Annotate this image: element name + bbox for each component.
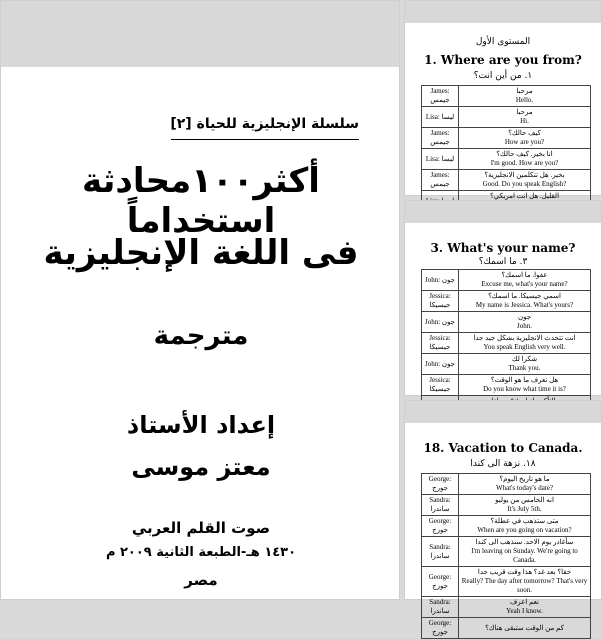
english-line: When are you going on vacation? bbox=[477, 526, 572, 534]
line-cell bbox=[459, 354, 591, 375]
speaker-cell: George: جورج bbox=[422, 474, 459, 495]
conversation-row bbox=[422, 107, 591, 128]
english-line: My name is Jessica. What's yours? bbox=[475, 301, 574, 309]
speaker-cell: Sandra: ساندرا bbox=[422, 537, 459, 567]
conversation-row bbox=[422, 149, 591, 170]
header-band bbox=[1, 1, 399, 67]
conversation-row bbox=[422, 375, 591, 396]
thumb-header-band bbox=[405, 401, 601, 423]
conversation-row bbox=[422, 170, 591, 191]
english-line: John. bbox=[517, 322, 532, 330]
english-line: I'm leaving on Sunday. We're going to Canada. bbox=[471, 547, 578, 564]
publisher-name: صوت القلم العربي bbox=[131, 519, 271, 537]
arabic-line: انت تتحدث الانجليزية بشكل جيد جدا bbox=[473, 334, 576, 342]
title-line-2: فى اللغة الإنجليزية bbox=[43, 233, 359, 273]
conversation-row bbox=[422, 291, 591, 312]
english-line: How are you? bbox=[504, 138, 545, 146]
speaker-cell: George: جورج bbox=[422, 516, 459, 537]
country: مصر bbox=[184, 571, 218, 589]
speaker-cell: James: جيمس bbox=[422, 170, 459, 191]
conversation-row bbox=[422, 354, 591, 375]
arabic-line: انا بخير. كيف حالك؟ bbox=[496, 150, 553, 158]
line-cell bbox=[459, 86, 591, 107]
line-cell bbox=[459, 375, 591, 396]
conversation-row bbox=[422, 495, 591, 516]
conversation-subtitle: ٣. ما اسمك؟ bbox=[478, 257, 528, 267]
english-line: What's today's date? bbox=[496, 484, 553, 492]
arabic-line: مرحبا bbox=[516, 108, 533, 116]
line-cell bbox=[459, 291, 591, 312]
title-line-3: مترجمة bbox=[153, 321, 249, 351]
line-cell bbox=[459, 312, 591, 333]
line-cell bbox=[459, 149, 591, 170]
author-label: إعداد الأستاذ bbox=[126, 411, 276, 439]
speaker-cell: Lisa: ليسا bbox=[422, 107, 459, 128]
conversation-row bbox=[422, 516, 591, 537]
line-cell bbox=[459, 474, 591, 495]
arabic-line: نعم اعرف bbox=[510, 598, 539, 606]
speaker-cell: John: جون bbox=[422, 354, 459, 375]
conversation-title: 1. Where are you from? bbox=[424, 53, 582, 67]
line-cell bbox=[459, 495, 591, 516]
conversation-row bbox=[422, 333, 591, 354]
english-line: I'm good. How are you? bbox=[490, 159, 559, 167]
speaker-cell: George: جورج bbox=[422, 618, 459, 639]
speaker-cell: Sandra: ساندرا bbox=[422, 495, 459, 516]
speaker-cell: Sandra: ساندرا bbox=[422, 597, 459, 618]
line-cell bbox=[459, 567, 591, 597]
line-cell bbox=[459, 128, 591, 149]
line-cell bbox=[459, 333, 591, 354]
speaker-cell: Jessica: جيسيكا bbox=[422, 333, 459, 354]
speaker-cell: James: جيمس bbox=[422, 128, 459, 149]
thumbnail-page-3[interactable] bbox=[404, 400, 602, 636]
arabic-line: جون bbox=[517, 313, 532, 321]
english-line: Good. Do you speak English? bbox=[482, 180, 567, 188]
conversation-row bbox=[422, 567, 591, 597]
speaker-cell: Jessica: جيسيكا bbox=[422, 291, 459, 312]
author-name: معتز موسى bbox=[131, 453, 271, 481]
conversation-title: 18. Vacation to Canada. bbox=[423, 441, 583, 455]
series-title: سلسلة الإنجليزية للحياة [٢] bbox=[170, 116, 359, 132]
speaker-cell: James: جيمس bbox=[422, 86, 459, 107]
thumbnail-page-2[interactable] bbox=[404, 200, 602, 396]
series-underline bbox=[171, 139, 359, 140]
conversation-row bbox=[422, 537, 591, 567]
conversation-title: 3. What's your name? bbox=[430, 241, 576, 255]
english-line: Excuse me, what's your name? bbox=[481, 280, 568, 288]
speaker-cell: John: جون bbox=[422, 270, 459, 291]
edition-info: ١٤٣٠ هـ-الطبعة الثانية ٢٠٠٩ م bbox=[105, 545, 297, 560]
english-line: Do you know what time it is? bbox=[483, 385, 566, 393]
conversation-table bbox=[421, 269, 591, 417]
english-line: Yeah I know. bbox=[506, 607, 543, 615]
conversation-row bbox=[422, 270, 591, 291]
english-line: You speak English very well. bbox=[483, 343, 566, 351]
arabic-line: ما هو تاريخ اليوم؟ bbox=[499, 475, 550, 483]
conversation-row bbox=[422, 128, 591, 149]
arabic-line: حقا؟ بعد غد؟ هذا وقت قريب جدا bbox=[477, 568, 572, 576]
conversation-row bbox=[422, 618, 591, 639]
english-line: Hello. bbox=[515, 96, 534, 104]
line-cell bbox=[459, 537, 591, 567]
english-line: Hi. bbox=[520, 117, 529, 125]
english-line: It's July 5th. bbox=[507, 505, 542, 513]
line-cell bbox=[459, 107, 591, 128]
arabic-line: كم من الوقت ستبقى هناك؟ bbox=[485, 623, 564, 632]
speaker-cell: George: جورج bbox=[422, 567, 459, 597]
arabic-line: مرحبا bbox=[516, 87, 533, 95]
conversation-subtitle: ١٨. نزهة الى كندا bbox=[470, 459, 536, 469]
conversation-row bbox=[422, 312, 591, 333]
english-line: Thank you. bbox=[508, 364, 541, 372]
arabic-line: سأغادر يوم الاحد. سنذهب الى كندا bbox=[475, 538, 574, 546]
arabic-line: هل تعرف ما هو الوقت؟ bbox=[490, 376, 559, 384]
conversation-row bbox=[422, 86, 591, 107]
arabic-line: اسمي جيسيكا. ما اسمك؟ bbox=[488, 292, 561, 300]
arabic-line: عفوا. ما اسمك؟ bbox=[501, 271, 548, 279]
conversation-row bbox=[422, 474, 591, 495]
english-line: Really? The day after tomorrow? That's very soon. bbox=[461, 577, 588, 594]
arabic-line: القليل. هل انت امريكي؟ bbox=[489, 192, 560, 200]
arabic-line: بخير. هل تتكلمين الانجليزية؟ bbox=[484, 171, 565, 179]
speaker-cell: John: جون bbox=[422, 312, 459, 333]
level-label: المستوى الأول bbox=[475, 37, 531, 47]
thumbnail-page-1[interactable] bbox=[404, 0, 602, 200]
line-cell bbox=[459, 618, 591, 639]
conversation-table bbox=[421, 85, 591, 212]
line-cell bbox=[459, 516, 591, 537]
speaker-cell: Lisa: ليسا bbox=[422, 149, 459, 170]
arabic-line: شكرا لك bbox=[511, 355, 538, 363]
title-line-1: أكثر١٠٠محادثة استخداماً bbox=[82, 161, 320, 241]
speaker-cell: Jessica: جيسيكا bbox=[422, 375, 459, 396]
arabic-line: متى ستذهب في عطلة؟ bbox=[490, 517, 559, 525]
line-cell bbox=[459, 170, 591, 191]
conversation-subtitle: ١. من أين انت؟ bbox=[473, 71, 533, 81]
arabic-line: انه الخامس من يوليو bbox=[495, 496, 554, 504]
line-cell bbox=[459, 270, 591, 291]
thumb-header-band bbox=[405, 1, 601, 23]
arabic-line: كيف حالك؟ bbox=[508, 129, 541, 137]
thumb-header-band bbox=[405, 201, 601, 223]
conversation-table bbox=[421, 473, 591, 639]
